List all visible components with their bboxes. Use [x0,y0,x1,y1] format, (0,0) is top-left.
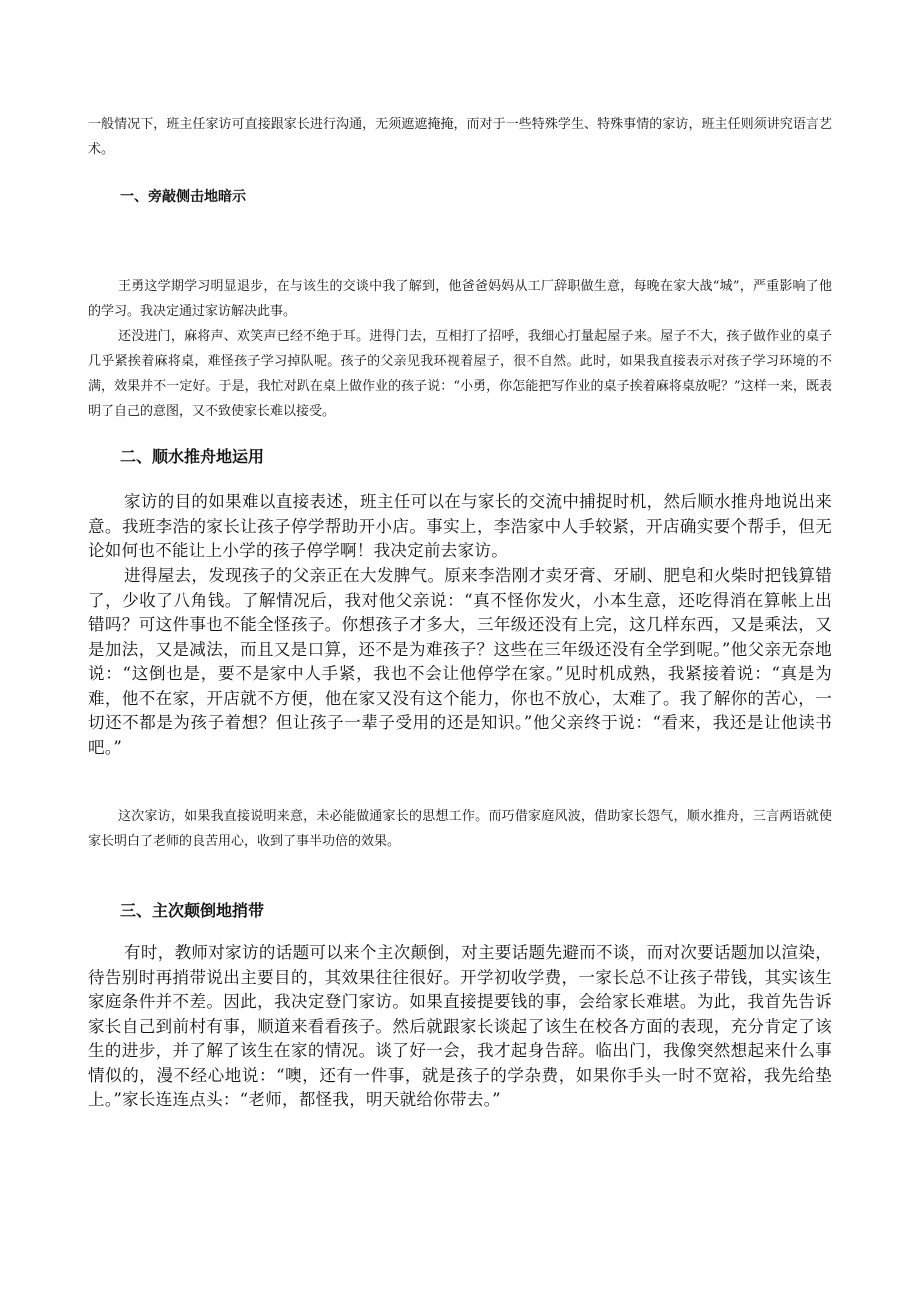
section-2-paragraph-3: 这次家访，如果我直接说明来意，未必能做通家长的思想工作。而巧借家庭风波，借助家长怨气，顺水推舟，三言两语就使家长明白了老师的良苦用心，收到了事半功倍的效果。 [88,809,832,849]
section-1-paragraph-1: 王勇这学期学习明显退步，在与该生的交谈中我了解到，他爸爸妈妈从工厂辞职做生意，每晚在家大战“城”，严重影响了他的学习。我决定通过家访解决此事。 [88,279,832,319]
section-2-paragraph-2: 进得屋去，发现孩子的父亲正在大发脾气。原来李浩刚才卖牙膏、牙刷、肥皂和火柴时把钱算错了，少收了八角钱。了解情况后，我对他父亲说：“真不怪你发火，小本生意，还吃得消在算帐上出错吗？可这件事也不能全怪孩子。你想孩子才多大，三年级还没有上完，这几样东西，又是乘法，又是加法，又是减法，而且又是口算，还不是为难孩子？这些在三年级还没有全学到呢。”他父亲无奈地说：“这倒也是，要不是家中人手紧，我也不会让他停学在家。”见时机成熟，我紧接着说：“真是为难，他不在家，开店就不方便，他在家又没有这个能力，你也不放心，太难了。我了解你的苦心，一切还不都是为孩子着想？但让孩子一辈子受用的还是知识。”他父亲终于说：“看来，我还是让他读书吧。” [88,566,832,757]
section-3-heading: 三、主次颠倒地捎带 [120,901,265,920]
section-2-heading: 二、顺水推舟地运用 [120,447,265,466]
intro-paragraph: 一般情况下，班主任家访可直接跟家长进行沟通，无须遮遮掩掩，而对于一些特殊学生、特殊事情的家访，班主任则须讲究语言艺术。 [88,117,832,157]
section-2-paragraph-1: 家访的目的如果难以直接表述，班主任可以在与家长的交流中捕捉时机，然后顺水推舟地说出来意。我班李浩的家长让孩子停学帮助开小店。事实上，李浩家中人手较紧，开店确实要个帮手，但无论如何也不能让上小学的孩子停学啊！我决定前去家访。 [88,492,832,560]
section-1-heading: 一、旁敲侧击地暗示 [120,189,246,205]
section-1-paragraph-2: 还没进门，麻将声、欢笑声已经不绝于耳。进得门去，互相打了招呼，我细心打量起屋子来。屋子不大，孩子做作业的桌子几乎紧挨着麻将桌，难怪孩子学习掉队呢。孩子的父亲见我环视着屋子，很不自然。此时，如果我直接表示对孩子学习环境的不满，效果并不一定好。于是，我忙对趴在桌上做作业的孩子说：“小勇，你怎能把写作业的桌子挨着麻将桌放呢？”这样一来，既表明了自己的意图，又不致使家长难以接受。 [88,329,832,419]
section-3-paragraph-1: 有时，教师对家访的话题可以来个主次颠倒，对主要话题先避而不谈，而对次要话题加以渲染，待告别时再捎带说出主要目的，其效果往往很好。开学初收学费，一家长总不让孩子带钱，其实该生家庭条件并不差。因此，我决定登门家访。如果直接提要钱的事，会给家长难堪。为此，我首先告诉家长自己到前村有事，顺道来看看孩子。然后就跟家长谈起了该生在校各方面的表现，充分肯定了该生的进步，并了解了该生在家的情况。谈了好一会，我才起身告辞。临出门，我像突然想起来什么事情似的，漫不经心地说：“噢，还有一件事，就是孩子的学杂费，如果你手头一时不宽裕，我先给垫上。”家长连连点头：“老师，都怪我，明天就给你带去。” [88,943,832,1109]
